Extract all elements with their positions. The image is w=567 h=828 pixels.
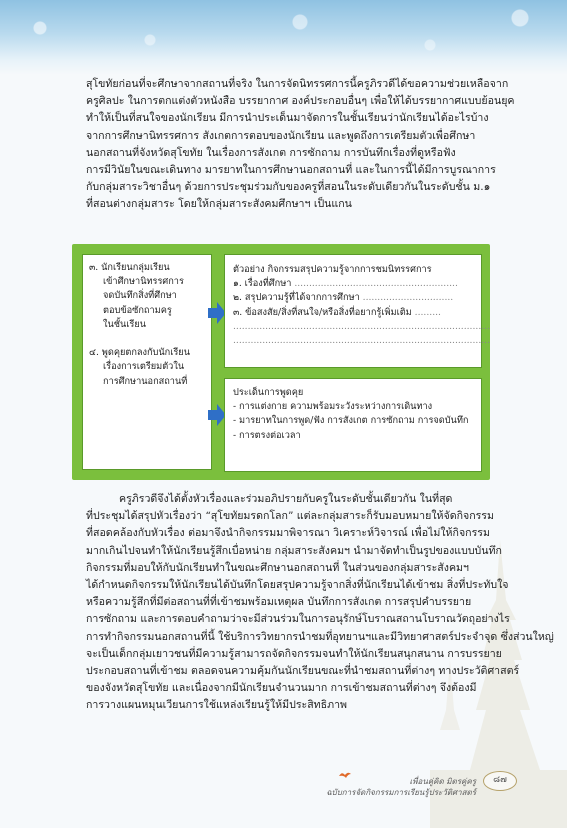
text-line: ที่สอนต่างกลุ่มสาระ โดยให้กลุ่มสาระสังคมศึกษาฯ เป็นแกน <box>86 198 352 211</box>
summary-item <box>233 306 473 320</box>
text-line: การทำกิจกรรมนอกสถานที่นี้ ใช้บริการวิทยากรนำชมที่อุทยานฯและมีวิทยาศาสตร์ประจำจุด ซึ่งส่วนใหญ่ <box>86 630 554 643</box>
discussion-title: ประเด็นการพูดคุย <box>233 387 304 398</box>
summary-item <box>233 277 473 291</box>
activity-diagram <box>72 244 490 480</box>
steps-line: เรื่องการเตรียมตัวใน <box>103 361 185 373</box>
discussion-item: - การแต่งกาย ความพร้อมระวังระหว่างการเดินทาง <box>233 401 433 413</box>
steps-line <box>89 332 205 346</box>
text-line: สุโขทัยก่อนที่จะศึกษาจากสถานที่จริง ในการจัดนิทรรศการนี้ครูภิรวดีได้ขอความช่วยเหลือจาก <box>86 78 509 90</box>
dotted-line: ......... <box>411 306 441 318</box>
text-line: ของจังหวัดสุโขทัย และเนื่องจากมีนักเรียนจำนวนมาก การเข้าชมสถานที่ต่างๆ จึงต้องมี <box>86 682 477 695</box>
text-line: การวางแผนหมุนเวียนการใช้แหล่งเรียนรู้ให้มีประสิทธิภาพ <box>86 699 348 712</box>
text-line: การมีวินัยในขณะเดินทาง มารยาทในการศึกษานอกสถานที่ และในการนี้ได้มีการบูรณาการ <box>86 164 496 177</box>
steps-box <box>82 254 212 470</box>
steps-line: จดบันทึกสิ่งที่ศึกษา <box>103 290 177 302</box>
summary-item-label: ๑. เรื่องที่ศึกษา <box>233 278 292 290</box>
discussion-item: - มารยาทในการพูด/ฟัง การสังเกต การซักถาม การจดบันทึก <box>233 415 469 427</box>
text-line: กิจกรรมที่มอบให้กับนักเรียนทำในขณะศึกษานอกสถานที่ ในส่วนของกลุ่มสาระสังคมฯ <box>86 561 469 574</box>
intro-paragraph <box>86 76 515 214</box>
footer-subtitle: ฉบับการจัดกิจกรรมการเรียนรู้ประวัติศาสตร์ <box>326 788 476 797</box>
dotted-line: ........................................................................................ <box>233 320 490 332</box>
summary-activity-title: ตัวอย่าง กิจกรรมสรุปความรู้จากการชมนิทรรศการ <box>233 264 432 275</box>
page-number: ๘๗ <box>483 771 517 791</box>
text-line: จากการศึกษานิทรรศการ สังเกตการตอบของนักเรียน และพูดถึงการเตรียมตัวเพื่อศึกษา <box>86 129 476 142</box>
discussion-item: - การตรงต่อเวลา <box>233 429 301 441</box>
steps-line: ในชั้นเรียน <box>103 318 147 330</box>
text-line: การซักถาม และการตอบคำถามว่าจะมีส่วนร่วมในการอนุรักษ์โบราณสถานโบราณวัตถุอย่างไร <box>86 613 510 626</box>
steps-line: เข้าศึกษานิทรรศการ <box>103 276 184 288</box>
dotted-line: ........................................................................................ <box>233 335 490 347</box>
text-line: หรือความรู้สึกที่มีต่อสถานที่ที่เข้าชมพร้อมเหตุผล บันทึกการสังเกต การสรุปคำบรรยาย <box>86 596 472 609</box>
text-line: ครูศิลปะ ในการตกแต่งตัวหนังสือ บรรยากาศ องค์ประกอบอื่นๆ เพื่อให้ได้บรรยากาศแบบย้อนยุค <box>86 95 515 108</box>
body-paragraph <box>86 491 554 715</box>
summary-item-label: ๒. สรุปความรู้ที่ได้จากการศึกษา <box>233 292 360 304</box>
text-line: นอกสถานที่จังหวัดสุโขทัย ในเรื่องการสังเกต การซักถาม การบันทึกเรื่องที่ดูหรือฟัง <box>86 146 456 159</box>
text-line: มากเกินไปจนทำให้นักเรียนรู้สึกเบื่อหน่าย กลุ่มสาระสังคมฯ นำมาจัดทำเป็นรูปของแบบบันทึก <box>86 544 502 557</box>
steps-line: ๓. นักเรียนกลุ่มเรียน <box>89 262 170 273</box>
text-line: ประกอบสถานที่เข้าชม ตลอดจนความคุ้มกันนักเรียนขณะที่นำชมสถานที่ต่างๆ ทางประวัติศาสตร์ <box>86 665 520 678</box>
summary-item-label: ๓. ข้อสงสัย/สิ่งที่สนใจ/หรือสิ่งที่อยากรู้เพิ่มเติม <box>233 306 412 318</box>
steps-line: ตอบข้อซักถามครู <box>103 304 172 316</box>
text-line: ได้กำหนดกิจกรรมให้นักเรียนได้บันทึกโดยสรุปความรู้จากสิ่งที่นักเรียนได้เข้าชม สิ่งที่ประทับใจ <box>86 579 509 592</box>
discussion-box <box>224 378 482 472</box>
summary-item <box>233 291 473 305</box>
steps-line: การศึกษานอกสถานที่ <box>103 375 188 387</box>
header-decoration <box>0 0 567 75</box>
text-line: จะเป็นเด็กกลุ่มเยาวชนที่มีความรู้สามารถจัดกิจกรรมจนทำให้นักเรียนสนุกสนาน การบรรยาย <box>86 647 502 660</box>
dotted-line: ............................... <box>359 292 454 304</box>
text-line: ครูภิรวดีจึงได้ตั้งหัวเรื่องและร่วมอภิปรายกับครูในระดับชั้นเดียวกัน ในที่สุด <box>119 493 453 505</box>
text-line: ทำให้เป็นที่สนใจของนักเรียน มีการนำประเด็นมาจัดการในชั้นเรียนว่านักเรียนได้อะไรบ้าง <box>86 112 489 125</box>
text-line: ที่ประชุมได้สรุปหัวเรื่องว่า “สุโขทัยมรดกโลก” แต่ละกลุ่มสาระก็รับมอบหมายให้จัดกิจกรรม <box>86 510 494 523</box>
text-line: ที่สอดคล้องกับหัวเรื่อง ต่อมาจึงนำกิจกรรมมาพิจารณา วิเคราะห์วิจารณ์ เพื่อไม่ให้กิจกรรม <box>86 527 490 540</box>
steps-line: ๔. พูดคุยตกลงกับนักเรียน <box>89 347 190 359</box>
footer-title: เพื่อนคู่คิด มิตรคู่ครู <box>409 777 476 786</box>
summary-activity-box <box>224 254 490 368</box>
footer-caption <box>326 776 476 798</box>
text-line: กับกลุ่มสาระวิชาอื่นๆ ด้วยการประชุมร่วมกับของครูที่สอนในระดับเดียวกันในระดับชั้น ม.๑ <box>86 181 491 194</box>
dotted-line: ........................................................ <box>291 278 458 290</box>
